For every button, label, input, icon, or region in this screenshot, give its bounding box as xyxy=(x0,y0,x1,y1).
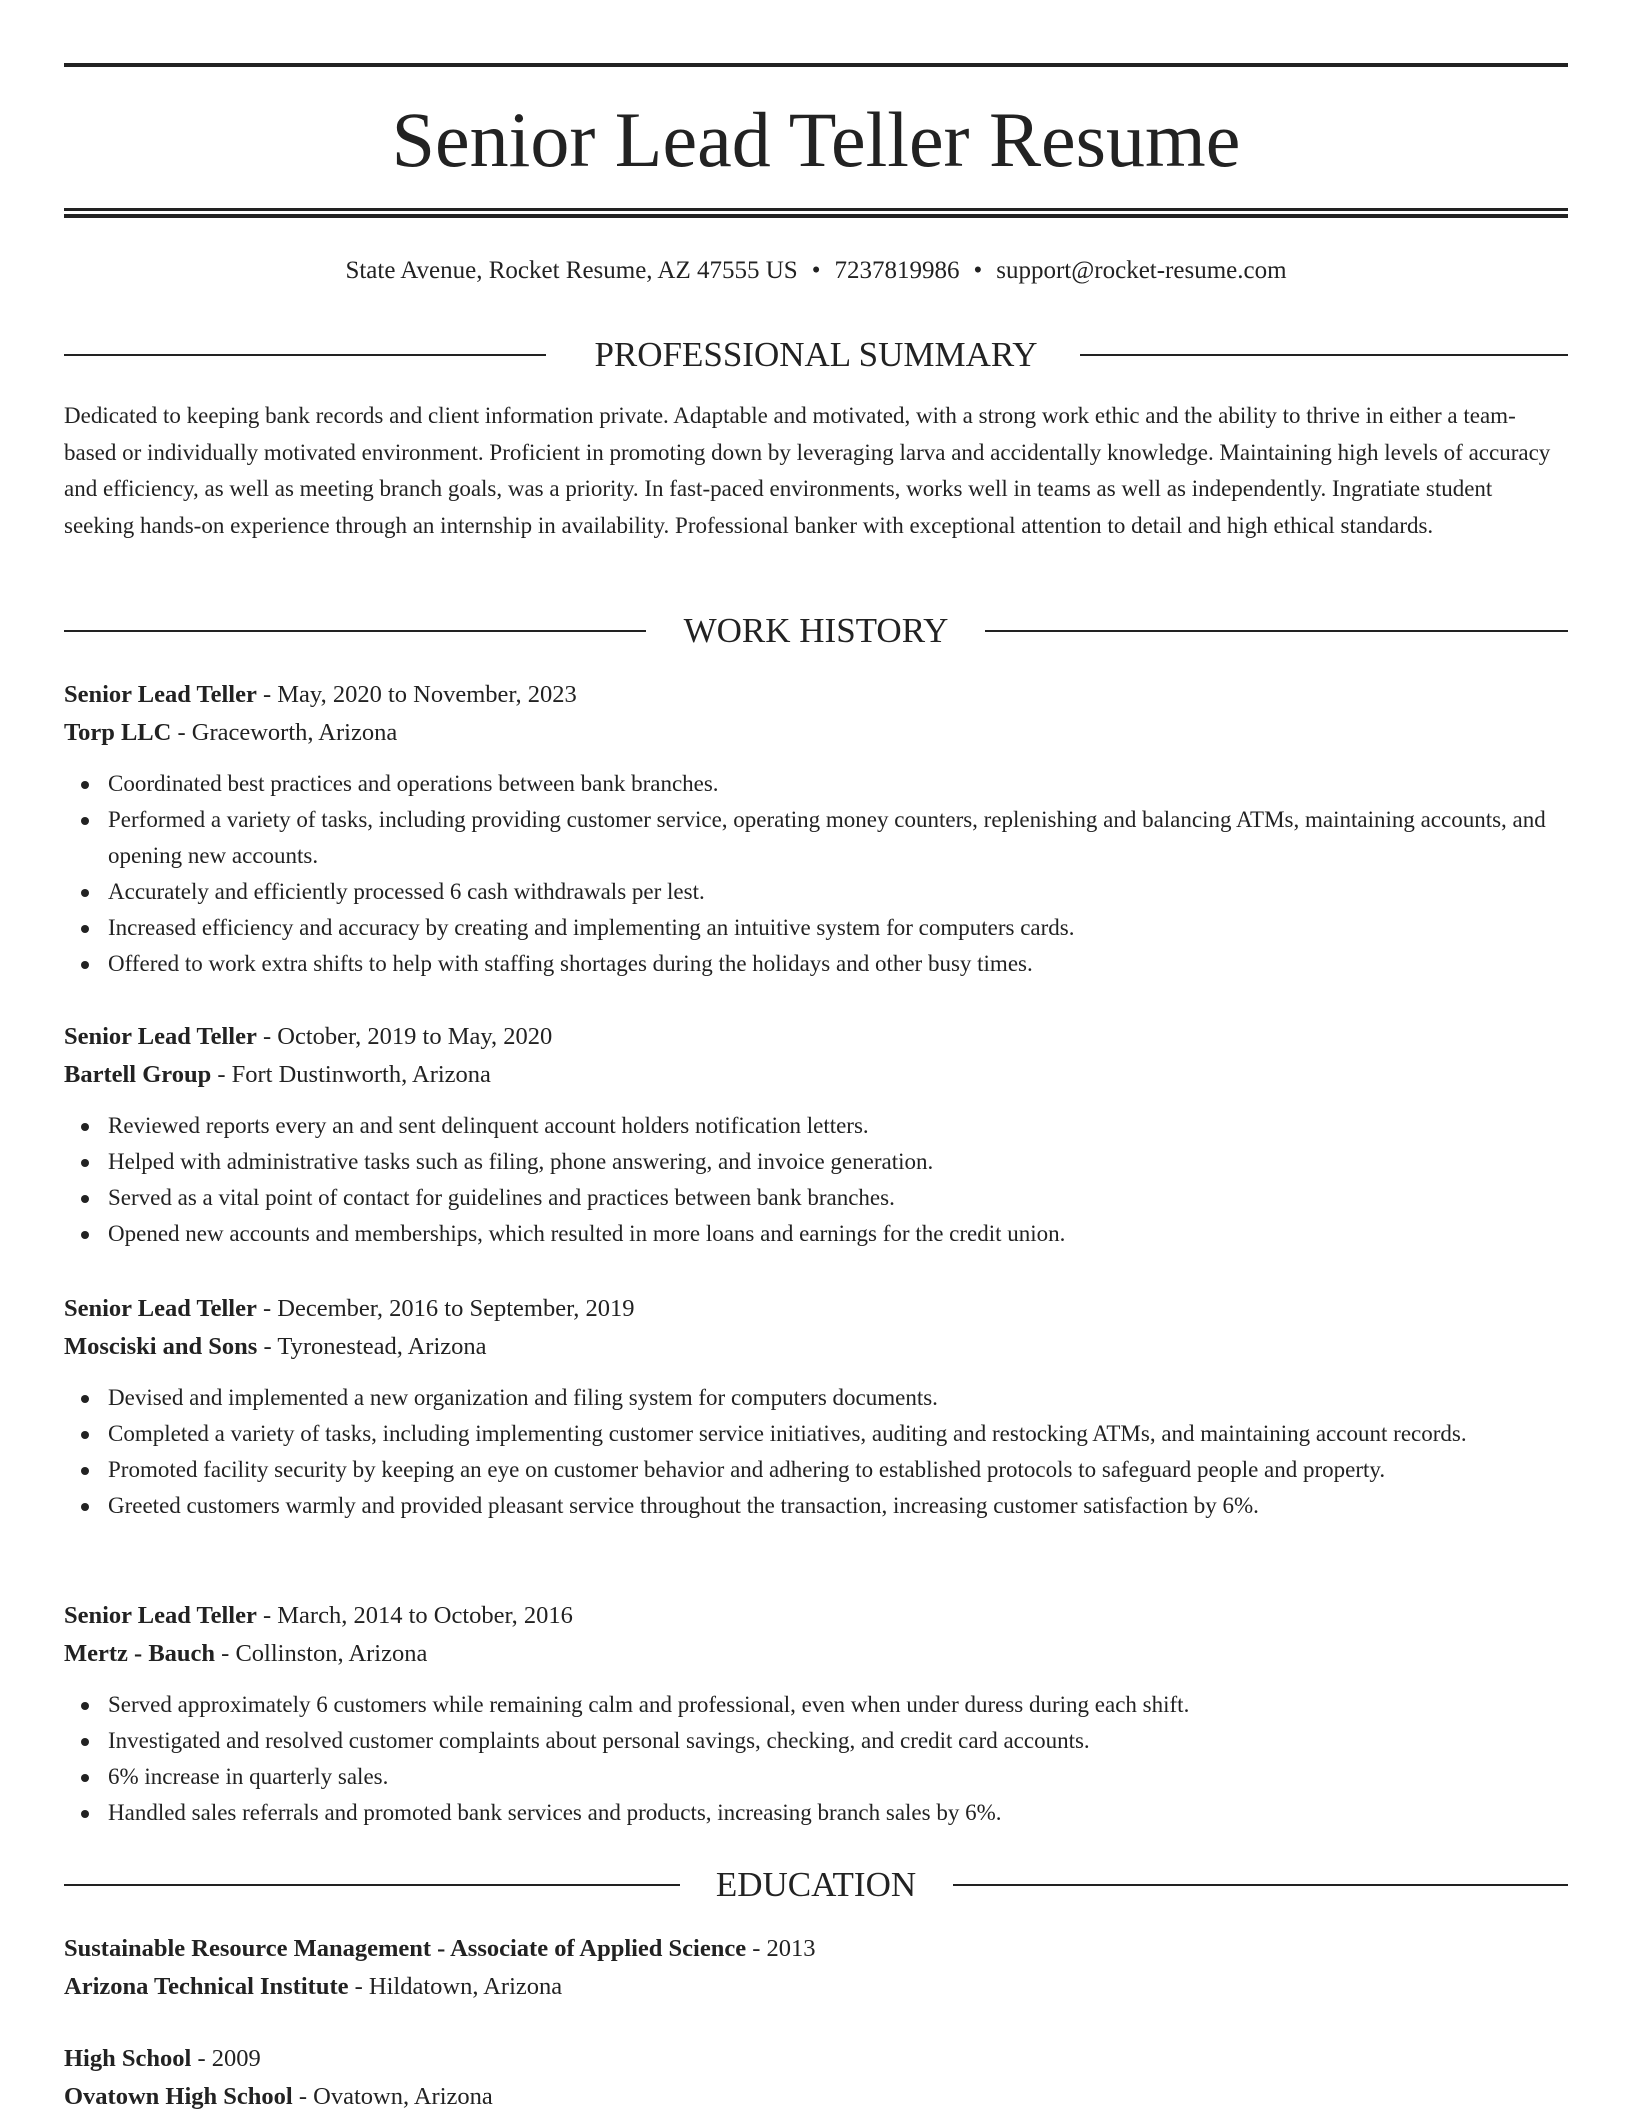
education-degree-line xyxy=(64,2040,1568,2078)
section-heading-work xyxy=(64,609,1568,653)
education-degree: High School xyxy=(64,2045,192,2072)
list-item: 6% increase in quarterly sales. xyxy=(108,1759,1568,1795)
education-year: - 2009 xyxy=(191,2045,261,2072)
list-item: Served approximately 6 customers while remaining calm and professional, even when under duress during each shift. xyxy=(108,1687,1568,1723)
job-company: Torp LLC xyxy=(64,719,172,746)
job-title: Senior Lead Teller xyxy=(64,1602,257,1629)
list-item: Reviewed reports every an and sent delinquent account holders notification letters. xyxy=(108,1108,1568,1144)
education-entry xyxy=(64,2040,1568,2116)
job-title-line xyxy=(64,1597,1568,1635)
list-item: Helped with administrative tasks such as filing, phone answering, and invoice generation. xyxy=(108,1144,1568,1180)
job-company-line xyxy=(64,1056,1568,1094)
heading-rule-right xyxy=(985,630,1568,632)
job-title: Senior Lead Teller xyxy=(64,681,257,708)
list-item: Completed a variety of tasks, including implementing customer service initiatives, auditing and restocking ATMs, and maintaining account records. xyxy=(108,1416,1568,1452)
job-dates: - October, 2019 to May, 2020 xyxy=(256,1023,553,1050)
list-item: Served as a vital point of contact for guidelines and practices between bank branches. xyxy=(108,1180,1568,1216)
job-bullets xyxy=(64,1380,1568,1524)
job-title: Senior Lead Teller xyxy=(64,1023,257,1050)
job-bullets xyxy=(64,1108,1568,1252)
list-item: Accurately and efficiently processed 6 cash withdrawals per lest. xyxy=(108,874,1568,910)
education-school: Ovatown High School xyxy=(64,2083,293,2110)
contact-email: support@rocket-resume.com xyxy=(996,257,1287,284)
education-year: - 2013 xyxy=(746,1935,816,1962)
list-item: Offered to work extra shifts to help with staffing shortages during the holidays and other busy times. xyxy=(108,946,1568,982)
education-entry xyxy=(64,1930,1568,2006)
job-entry xyxy=(64,1290,1568,1524)
job-company: Bartell Group xyxy=(64,1061,212,1088)
job-location: - Graceworth, Arizona xyxy=(171,719,398,746)
job-location: - Collinston, Arizona xyxy=(215,1640,428,1667)
section-heading-summary xyxy=(64,333,1568,377)
list-item: Increased efficiency and accuracy by creating and implementing an intuitive system for computers cards. xyxy=(108,910,1568,946)
heading-rule-right xyxy=(1080,354,1568,356)
list-item: Performed a variety of tasks, including providing customer service, operating money counters, replenishing and balancing ATMs, maintaining accounts, and opening new accounts. xyxy=(108,802,1568,874)
education-degree-line xyxy=(64,1930,1568,1968)
job-company: Mertz - Bauch xyxy=(64,1640,216,1667)
job-entry xyxy=(64,1018,1568,1252)
job-company-line xyxy=(64,1328,1568,1366)
title-double-rule xyxy=(64,208,1568,218)
contact-separator: • xyxy=(811,257,821,284)
education-school-line xyxy=(64,2078,1568,2116)
job-bullets xyxy=(64,1687,1568,1831)
job-title-line xyxy=(64,1018,1568,1056)
job-title-line xyxy=(64,676,1568,714)
education-school: Arizona Technical Institute xyxy=(64,1973,349,2000)
job-entry xyxy=(64,1597,1568,1831)
list-item: Handled sales referrals and promoted bank services and products, increasing branch sales by 6%. xyxy=(108,1795,1568,1831)
job-bullets xyxy=(64,766,1568,982)
job-company-line xyxy=(64,714,1568,752)
top-rule xyxy=(64,63,1568,67)
job-entry xyxy=(64,676,1568,982)
page-title: Senior Lead Teller Resume xyxy=(391,96,1241,183)
education-location: - Ovatown, Arizona xyxy=(292,2083,493,2110)
job-dates: - March, 2014 to October, 2016 xyxy=(256,1602,573,1629)
contact-address: State Avenue, Rocket Resume, AZ 47555 US xyxy=(345,257,798,284)
section-title: WORK HISTORY xyxy=(683,611,949,650)
job-company: Mosciski and Sons xyxy=(64,1333,258,1360)
section-heading-education xyxy=(64,1863,1568,1907)
job-company-line xyxy=(64,1635,1568,1673)
list-item: Promoted facility security by keeping an eye on customer behavior and adhering to established protocols to safeguard people and property. xyxy=(108,1452,1568,1488)
contact-line xyxy=(64,254,1568,288)
section-title: PROFESSIONAL SUMMARY xyxy=(594,335,1038,374)
job-dates: - May, 2020 to November, 2023 xyxy=(256,681,577,708)
job-dates: - December, 2016 to September, 2019 xyxy=(256,1295,635,1322)
list-item: Greeted customers warmly and provided pleasant service throughout the transaction, increasing customer satisfaction by 6%. xyxy=(108,1488,1568,1524)
contact-phone: 7237819986 xyxy=(834,257,960,284)
list-item: Devised and implemented a new organization and filing system for computers documents. xyxy=(108,1380,1568,1416)
contact-separator: • xyxy=(973,257,983,284)
summary-text: Dedicated to keeping bank records and client information private. Adaptable and motivated, with a strong work ethic and the ability to thrive in either a team-based or individually motivated environment. Proficient in promoting down by leveraging larva and accidentally knowledge. Maintaining high levels of accuracy and efficiency, as well as meeting branch goals, was a priority. In fast-paced environments, works well in teams as well as independently. Ingratiate student seeking hands-on experience through an internship in availability. Professional banker with exceptional attention to detail and high ethical standards. xyxy=(64,403,1551,538)
list-item: Opened new accounts and memberships, which resulted in more loans and earnings for the credit union. xyxy=(108,1216,1568,1252)
job-title-line xyxy=(64,1290,1568,1328)
section-title: EDUCATION xyxy=(715,1865,917,1904)
list-item: Investigated and resolved customer complaints about personal savings, checking, and credit card accounts. xyxy=(108,1723,1568,1759)
job-title: Senior Lead Teller xyxy=(64,1295,257,1322)
heading-rule-right xyxy=(953,1884,1568,1886)
list-item: Coordinated best practices and operations between bank branches. xyxy=(108,766,1568,802)
job-location: - Fort Dustinworth, Arizona xyxy=(211,1061,491,1088)
education-school-line xyxy=(64,1968,1568,2006)
job-location: - Tyronestead, Arizona xyxy=(257,1333,487,1360)
education-degree: Sustainable Resource Management - Associate of Applied Science xyxy=(64,1935,747,1962)
education-location: - Hildatown, Arizona xyxy=(348,1973,563,2000)
